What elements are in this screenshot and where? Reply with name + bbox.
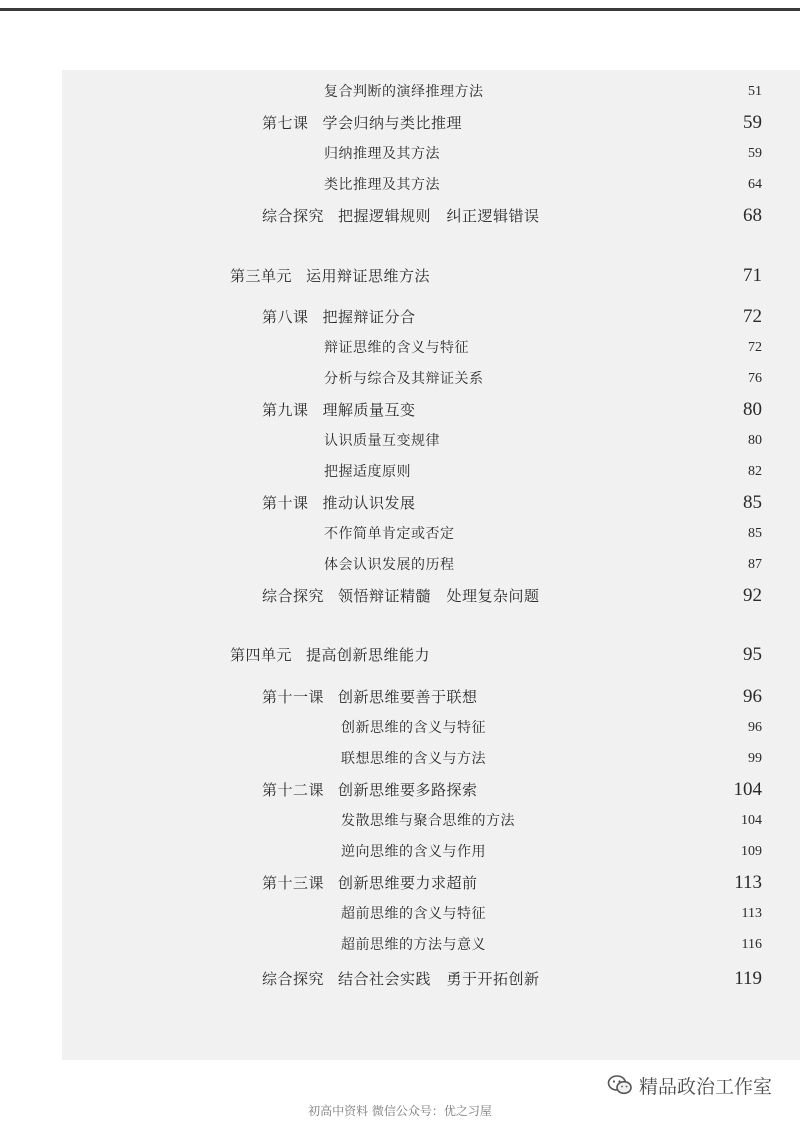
toc-entry-label (324, 551, 455, 579)
toc-page-number: 71 (743, 265, 762, 286)
toc-entry-lesson (62, 202, 800, 230)
toc-page-number: 96 (748, 720, 762, 735)
toc-entry-title: 理解质量互变 (322, 401, 416, 419)
toc-entry-prefix: 第七课 (262, 114, 309, 132)
toc-entry-title: 结合社会实践 勇于开拓创新 (338, 970, 540, 988)
toc-page-number: 80 (748, 433, 762, 448)
toc-entry-title: 复合判断的演绎推理方法 (324, 84, 484, 100)
toc-entry-prefix: 第十三课 (262, 874, 325, 892)
toc-entry-label (230, 262, 430, 290)
toc-page (62, 70, 800, 1060)
toc-entry-lesson (62, 396, 800, 424)
toc-entry-prefix: 第四单元 (230, 646, 293, 664)
toc-page-number: 72 (748, 340, 762, 355)
toc-entry-section (62, 807, 800, 835)
toc-entry-label (262, 396, 416, 424)
toc-page-number: 104 (741, 813, 762, 828)
toc-page-number: 80 (743, 399, 762, 420)
toc-entry-label (324, 171, 440, 199)
toc-page-number: 68 (743, 205, 762, 226)
toc-entry-prefix: 第三单元 (230, 267, 293, 285)
toc-entry-label (262, 489, 416, 517)
watermark-logo (607, 1070, 772, 1100)
toc-page-number: 59 (748, 146, 762, 161)
toc-entry-section (62, 551, 800, 579)
toc-entry-label (341, 807, 515, 835)
toc-entry-section (62, 520, 800, 548)
toc-entry-title: 领悟辩证精髓 处理复杂问题 (338, 587, 540, 605)
toc-entry-lesson (62, 303, 800, 331)
toc-entry-title: 辩证思维的含义与特征 (324, 340, 469, 356)
toc-entry-prefix: 第八课 (262, 308, 309, 326)
toc-page-number: 87 (748, 557, 762, 572)
toc-entry-section (62, 458, 800, 486)
toc-entry-title: 联想思维的含义与方法 (341, 751, 486, 767)
toc-entry-section (62, 745, 800, 773)
toc-entry-label (262, 202, 540, 230)
toc-page-number: 82 (748, 464, 762, 479)
toc-entry-title: 把握适度原则 (324, 464, 411, 480)
toc-entry-section (62, 900, 800, 928)
toc-entry-section (62, 931, 800, 959)
toc-entry-title: 超前思维的方法与意义 (341, 937, 486, 953)
toc-entry-title: 发散思维与聚合思维的方法 (341, 813, 515, 829)
toc-page-number: 85 (743, 492, 762, 513)
toc-entry-title: 创新思维的含义与特征 (341, 720, 486, 736)
toc-entry-label (341, 745, 486, 773)
toc-entry-prefix: 第九课 (262, 401, 309, 419)
toc-entry-unit (62, 262, 800, 290)
toc-entry-title: 把握辩证分合 (322, 308, 416, 326)
toc-entry-title: 提高创新思维能力 (306, 646, 431, 664)
toc-entry-title: 认识质量互变规律 (324, 433, 440, 449)
toc-page-number: 96 (743, 686, 762, 707)
toc-entry-title: 体会认识发展的历程 (324, 557, 455, 573)
toc-entry-title: 分析与综合及其辩证关系 (324, 371, 484, 387)
toc-entry-lesson (62, 582, 800, 610)
toc-entry-title: 创新思维要善于联想 (338, 688, 478, 706)
toc-entry-lesson (62, 869, 800, 897)
toc-entry-label (262, 683, 478, 711)
toc-entry-label (341, 714, 486, 742)
toc-entry-title: 逆向思维的含义与作用 (341, 844, 486, 860)
toc-entry-lesson (62, 965, 800, 993)
toc-entry-lesson (62, 683, 800, 711)
toc-entry-title: 归纳推理及其方法 (324, 146, 440, 162)
toc-page-number: 109 (741, 844, 762, 859)
toc-page-number: 116 (741, 937, 762, 952)
toc-entry-section (62, 78, 800, 106)
toc-page-number: 113 (741, 906, 762, 921)
toc-page-number: 72 (743, 306, 762, 327)
toc-entry-label (262, 776, 478, 804)
wechat-icon (607, 1074, 633, 1096)
toc-entry-title: 创新思维要多路探索 (338, 781, 478, 799)
toc-entry-label (324, 334, 469, 362)
toc-entry-label (262, 303, 416, 331)
toc-entry-unit (62, 641, 800, 669)
toc-entry-label (324, 78, 484, 106)
watermark-text: 精品政治工作室 (638, 1075, 772, 1098)
footer-caption: 初高中资料 微信公众号：优之习屋 (308, 1104, 492, 1118)
toc-entry-prefix: 第十课 (262, 494, 309, 512)
toc-page-number: 113 (734, 872, 762, 893)
toc-page-number: 95 (743, 644, 762, 665)
toc-entry-label (262, 965, 540, 993)
toc-entry-title: 超前思维的含义与特征 (341, 906, 486, 922)
toc-page-number: 99 (748, 751, 762, 766)
toc-page-number: 92 (743, 585, 762, 606)
toc-page-number: 104 (733, 779, 762, 800)
toc-entry-label (262, 582, 540, 610)
toc-entry-title: 创新思维要力求超前 (338, 874, 478, 892)
toc-entry-title: 学会归纳与类比推理 (322, 114, 463, 132)
toc-entry-label (262, 869, 478, 897)
toc-entry-lesson (62, 489, 800, 517)
toc-entry-section (62, 334, 800, 362)
toc-page-number: 119 (734, 968, 762, 989)
top-border-rule (0, 8, 800, 11)
toc-page-number: 64 (748, 177, 762, 192)
toc-entry-lesson (62, 109, 800, 137)
toc-entry-prefix: 第十二课 (262, 781, 325, 799)
toc-entry-label (324, 427, 440, 455)
toc-page-number: 85 (748, 526, 762, 541)
toc-page-number: 51 (748, 84, 762, 99)
toc-entry-label (341, 838, 486, 866)
toc-entry-label (230, 641, 430, 669)
toc-entry-prefix: 综合探究 (262, 587, 325, 605)
toc-entry-section (62, 365, 800, 393)
toc-entry-label (324, 458, 411, 486)
toc-entry-label (341, 900, 486, 928)
toc-entry-prefix: 第十一课 (262, 688, 325, 706)
toc-page-number: 59 (743, 112, 762, 133)
toc-entry-section (62, 714, 800, 742)
toc-entry-title: 把握逻辑规则 纠正逻辑错误 (338, 207, 540, 225)
toc-entry-prefix: 综合探究 (262, 207, 325, 225)
toc-entry-title: 类比推理及其方法 (324, 177, 440, 193)
toc-entry-lesson (62, 776, 800, 804)
toc-entry-label (324, 140, 440, 168)
toc-entry-title: 推动认识发展 (322, 494, 416, 512)
toc-entry-section (62, 427, 800, 455)
toc-entry-title: 运用辩证思维方法 (306, 267, 431, 285)
toc-entry-section (62, 838, 800, 866)
toc-entry-label (341, 931, 486, 959)
toc-entry-label (262, 109, 462, 137)
toc-entry-prefix: 综合探究 (262, 970, 325, 988)
toc-entry-section (62, 171, 800, 199)
toc-entry-label (324, 365, 484, 393)
toc-page-number: 76 (748, 371, 762, 386)
toc-entry-section (62, 140, 800, 168)
toc-entry-label (324, 520, 455, 548)
toc-entry-title: 不作简单肯定或否定 (324, 526, 455, 542)
